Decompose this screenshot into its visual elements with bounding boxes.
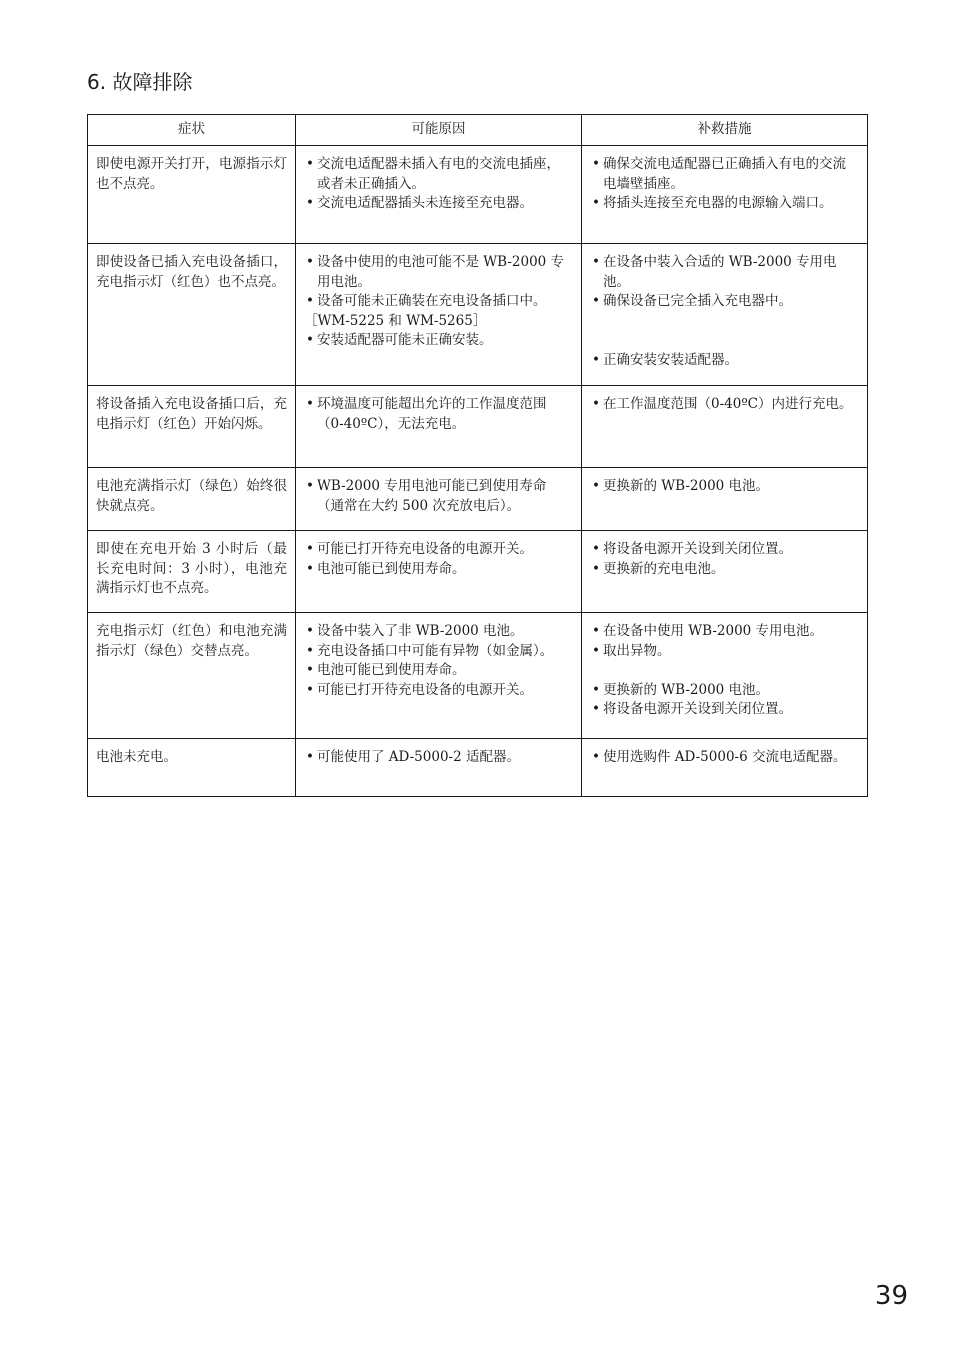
- page-number: 39: [874, 1281, 908, 1311]
- remedy-cell: [582, 244, 868, 386]
- list-spacer: [590, 661, 859, 681]
- cause-item: • WB-2000 专用电池可能已到使用寿命（通常在大约 500 次充放电后）。: [304, 477, 573, 516]
- cause-item: • 可能已打开待充电设备的电源开关。: [304, 681, 573, 701]
- cause-cell: [296, 739, 582, 797]
- cause-item: • 设备中装入了非 WB-2000 电池。: [304, 622, 573, 642]
- remedy-item: • 在设备中使用 WB-2000 专用电池。: [590, 622, 859, 642]
- cause-item: • 可能使用了 AD-5000-2 适配器。: [304, 748, 573, 768]
- cause-list: [304, 540, 573, 579]
- symptom-cell: 即使电源开关打开，电源指示灯也不点亮。: [88, 146, 296, 244]
- remedy-item: • 将插头连接至充电器的电源输入端口。: [590, 194, 859, 214]
- cause-cell: [296, 613, 582, 739]
- cause-list: [304, 622, 573, 700]
- column-header-cause: 可能原因: [296, 115, 582, 146]
- cause-item: • 可能已打开待充电设备的电源开关。: [304, 540, 573, 560]
- table-row: [88, 531, 868, 613]
- remedy-item: • 确保交流电适配器已正确插入有电的交流电墙壁插座。: [590, 155, 859, 194]
- cause-list: [304, 748, 573, 768]
- table-row: [88, 244, 868, 386]
- cause-cell: [296, 531, 582, 613]
- cause-item: • 电池可能已到使用寿命。: [304, 560, 573, 580]
- remedy-list: [590, 477, 859, 497]
- cause-item: • 充电设备插口中可能有异物（如金属）。: [304, 642, 573, 662]
- symptom-cell: 将设备插入充电设备插口后，充电指示灯（红色）开始闪烁。: [88, 386, 296, 468]
- remedy-cell: [582, 146, 868, 244]
- table-row: [88, 739, 868, 797]
- remedy-cell: [582, 739, 868, 797]
- cause-cell: [296, 244, 582, 386]
- table-row: [88, 468, 868, 531]
- cause-list: [304, 253, 573, 351]
- cause-list: [304, 395, 573, 434]
- cause-cell: [296, 468, 582, 531]
- remedy-list: [590, 155, 859, 214]
- cause-item: • 交流电适配器未插入有电的交流电插座，或者未正确插入。: [304, 155, 573, 194]
- remedy-item: • 更换新的 WB-2000 电池。: [590, 681, 859, 701]
- cause-cell: [296, 146, 582, 244]
- remedy-item: • 更换新的 WB-2000 电池。: [590, 477, 859, 497]
- remedy-list: [590, 540, 859, 579]
- cause-item: • 环境温度可能超出允许的工作温度范围（0-40ºC），无法充电。: [304, 395, 573, 434]
- table-row: [88, 613, 868, 739]
- remedy-cell: [582, 531, 868, 613]
- cause-list: [304, 155, 573, 214]
- remedy-cell: [582, 468, 868, 531]
- symptom-cell: 电池未充电。: [88, 739, 296, 797]
- remedy-item: • 正确安装安装适配器。: [590, 351, 859, 371]
- remedy-cell: [582, 386, 868, 468]
- remedy-item: • 取出异物。: [590, 642, 859, 662]
- column-header-remedy: 补救措施: [582, 115, 868, 146]
- symptom-cell: 电池充满指示灯（绿色）始终很快就点亮。: [88, 468, 296, 531]
- remedy-item: • 将设备电源开关设到关闭位置。: [590, 700, 859, 720]
- remedy-list: [590, 253, 859, 370]
- table-header-row: [88, 115, 868, 146]
- remedy-item: • 在设备中装入合适的 WB-2000 专用电池。: [590, 253, 859, 292]
- list-spacer: [590, 312, 859, 332]
- remedy-list: [590, 395, 859, 415]
- cause-list: [304, 477, 573, 516]
- cause-item: • 设备可能未正确装在充电设备插口中。: [304, 292, 573, 312]
- cause-item: • 电池可能已到使用寿命。: [304, 661, 573, 681]
- section-title: 6. 故障排除: [87, 70, 193, 94]
- remedy-item: • 将设备电源开关设到关闭位置。: [590, 540, 859, 560]
- column-header-symptom: 症状: [88, 115, 296, 146]
- table-body: [88, 146, 868, 797]
- cause-item: • 安装适配器可能未正确安装。: [304, 331, 573, 351]
- cause-cell: [296, 386, 582, 468]
- table-row: [88, 386, 868, 468]
- cause-item: • 设备中使用的电池可能不是 WB-2000 专用电池。: [304, 253, 573, 292]
- troubleshooting-table: [87, 114, 868, 797]
- table-row: [88, 146, 868, 244]
- symptom-cell: 即使在充电开始 3 小时后（最长充电时间：3 小时），电池充满指示灯也不点亮。: [88, 531, 296, 613]
- symptom-cell: 即使设备已插入充电设备插口，充电指示灯（红色）也不点亮。: [88, 244, 296, 386]
- remedy-list: [590, 622, 859, 720]
- cause-note: ［WM-5225 和 WM-5265］: [304, 312, 487, 329]
- remedy-item: • 使用选购件 AD-5000-6 交流电适配器。: [590, 748, 859, 768]
- remedy-cell: [582, 613, 868, 739]
- remedy-list: [590, 748, 859, 768]
- remedy-item: • 确保设备已完全插入充电器中。: [590, 292, 859, 312]
- symptom-cell: 充电指示灯（红色）和电池充满指示灯（绿色）交替点亮。: [88, 613, 296, 739]
- remedy-item: • 在工作温度范围（0-40ºC）内进行充电。: [590, 395, 859, 415]
- remedy-item: • 更换新的充电电池。: [590, 560, 859, 580]
- cause-item: • 交流电适配器插头未连接至充电器。: [304, 194, 573, 214]
- list-spacer: [590, 331, 859, 351]
